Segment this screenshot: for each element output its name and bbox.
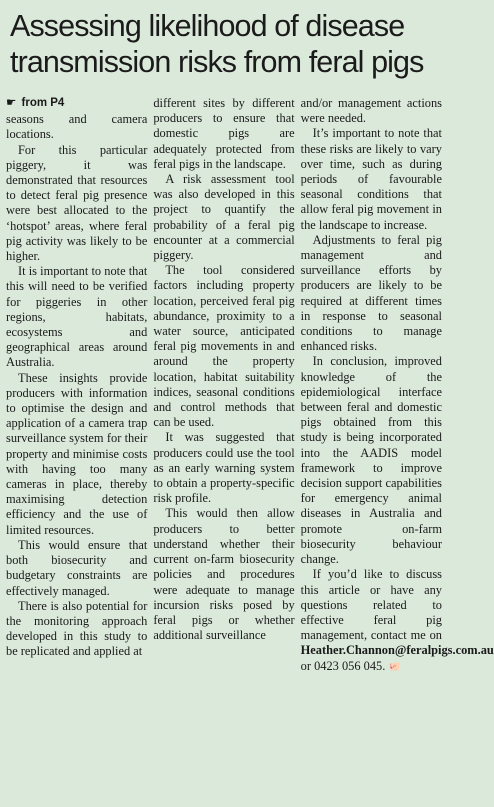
paragraph: In conclusion, improved knowledge of the epidemiological interface between feral and domestic pigs obtained from this study is being incorporated into the AADIS model framework to improve decision support capabilities for emergency animal diseases in Australia and promote on-farm biosecurity behaviour change. (300, 354, 442, 567)
paragraph: This would then allow producers to better understand whether their current on-farm biosecurity policies and procedures were adequate to manage incursion risks posed by feral pigs or whether additional surveillance (153, 506, 295, 643)
paragraph: It was suggested that producers could use the tool as an early warning system to obtain a property-specific risk profile. (153, 430, 295, 506)
headline (10, 8, 440, 80)
article-columns (6, 96, 494, 807)
paragraph: This would ensure that both biosecurity and budgetary constraints are effectively managed. (6, 537, 148, 598)
paragraph: The tool considered factors including property location, perceived feral pig abundance, proximity to a water source, anticipated feral pig movements in and around the property location, habitat suitability indices, seasonal conditions and control methods that can be used. (153, 263, 295, 430)
paragraph: Adjustments to feral pig management and surveillance efforts by producers are likely to be required at different times in response to seasonal conditions to manage enhanced risks. (300, 232, 442, 354)
contact-phone-text: or 0423 056 045. (300, 658, 386, 673)
column-2 (153, 96, 294, 807)
column-3 (300, 96, 494, 807)
paragraph: It is important to note that this will need to be verified for piggeries in other regions, habitats, ecosystems and geographical areas around Australia. (6, 264, 148, 370)
paragraph: These insights provide producers with information to optimise the design and application of a camera trap surveillance system for their property and minimise costs with having too many cameras in place, thereby maximising detection efficiency and the use of limited resources. (6, 370, 148, 537)
pig-icon: 🐖 (388, 661, 401, 673)
pointing-hand-icon: ☛ (6, 97, 17, 109)
paragraph: A risk assessment tool was also developed in this project to quantify the probability of a feral pig encounter at a commercial piggery. (153, 172, 295, 263)
paragraph: and/or management actions were needed. (300, 96, 442, 126)
headline-line-2: transmission risks from feral pigs (10, 45, 424, 79)
paragraph: seasons and camera locations. (6, 112, 148, 142)
closing-text: If you’d like to discuss this article or have any questions related to effective feral pig management, contact me on (300, 567, 442, 643)
continued-from (6, 96, 147, 111)
paragraph: For this particular piggery, it was demonstrated that resources to detect feral pig presence were best allocated to the ‘hotspot’ areas, where feral pig activity was likely to be higher. (6, 142, 148, 264)
paragraph: There is also potential for the monitoring approach developed in this study to be replicated and applied at (6, 598, 148, 659)
paragraph: It’s important to note that these risks are likely to vary over time, such as during periods of favourable seasonal conditions that allow feral pig movement in the landscape to increase. (300, 126, 442, 232)
headline-line-1: Assessing likelihood of disease (10, 9, 405, 43)
continued-from-label: from P4 (21, 97, 65, 109)
closing-paragraph (300, 567, 494, 674)
contact-email-link[interactable]: Heather.Channon@feralpigs.com.au (300, 643, 494, 658)
paragraph: different sites by different producers to ensure that domestic pigs are adequately protected from feral pigs in the landscape. (153, 96, 295, 171)
column-1 (6, 96, 147, 807)
